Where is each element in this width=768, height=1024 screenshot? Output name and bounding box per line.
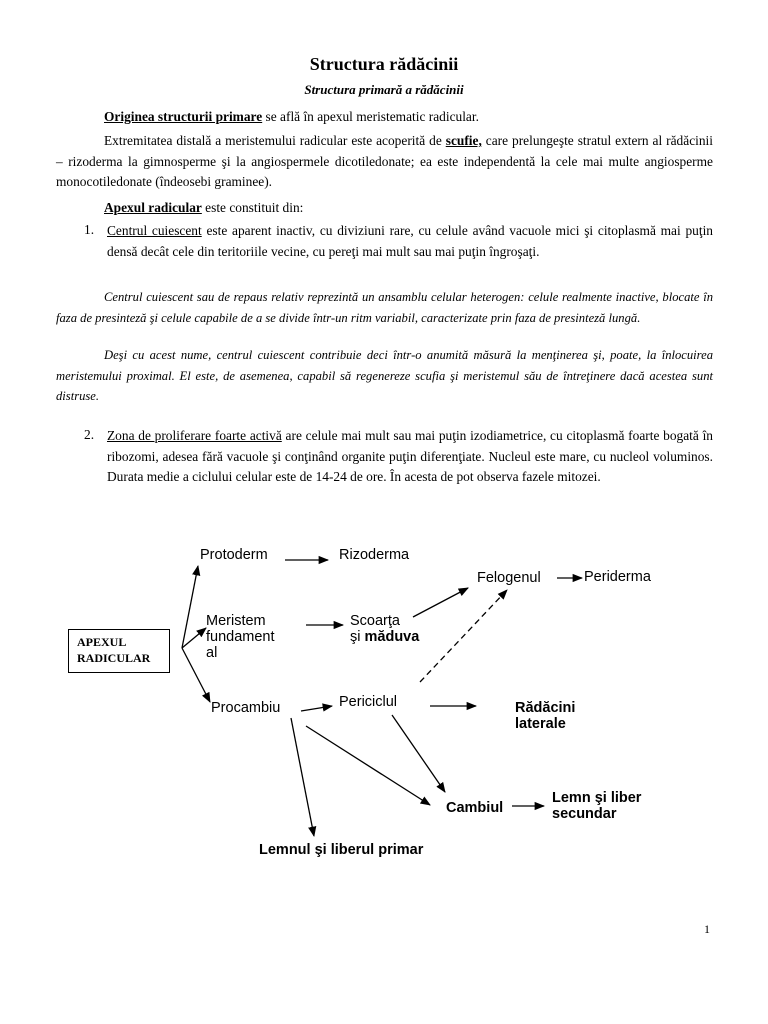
apex-line-2: RADICULAR: [77, 651, 151, 665]
apex-line-1: APEXUL: [77, 635, 127, 649]
node-meristem-fundamental: [206, 613, 275, 661]
node-protoderm: Protoderm: [200, 547, 268, 563]
note-deci: Deşi cu acest nume, centrul cuiescent contribuie deci într-o anumită măsură la menţinerea şi, poate, la înlocuirea meristemului proximal. El este, de asemenea, capabil să regenereze scufia şi meristemul său de întreţinere dacă acestea sunt distruse.: [56, 348, 713, 403]
meristem-line-2: fundament: [206, 629, 275, 645]
arrow-scoarta-felogenul: [413, 588, 468, 617]
node-periderma: Periderma: [584, 569, 651, 585]
apex-text: este constituit din:: [201, 200, 304, 215]
arrow-periciclul-felogenul-dashed: [420, 590, 507, 682]
scoarta-line-2: [350, 629, 419, 645]
scufie-before: Extremitatea distală a meristemului radicular este acoperită de: [104, 133, 446, 148]
radacini-line-2: laterale: [515, 716, 566, 732]
node-rizoderma: Rizoderma: [339, 547, 410, 563]
arrow-procambiu-cambiul: [306, 726, 430, 805]
arrow-apex-protoderm: [182, 566, 198, 648]
meristem-line-1: Meristem: [206, 613, 266, 629]
origin-text: se află în apexul meristematic radicular.: [262, 109, 479, 124]
page-title: Structura rădăcinii: [309, 54, 459, 74]
arrow-procambiu-periciclul: [301, 706, 332, 711]
scufie-after: care prelungeşte stratul extern al rădăcinii – rizoderma la gimnosperme şi la angiospermele dicotiledonate; ea este independentă la cele mai multe angiosperme monocotiledonate (îndeosebi graminee).: [56, 133, 713, 190]
meristem-line-3: al: [206, 645, 218, 661]
radacini-line-1: Rădăcini: [515, 700, 576, 716]
scufie-keyword: scufie,: [445, 133, 482, 148]
page-number: 1: [704, 922, 710, 936]
item2-text: are celule mai mult sau mai puţin izodiametrice, cu citoplasmă foarte bogată în ribozomi, adesea fără vacuole şi conţinând organite puţin diferenţiate. Nucleul este mare, cu nucleol voluminos. Durata medie a ciclului celular este de 14-24 de ore. În acesta de pot observa fazele mitozei.: [107, 428, 713, 485]
note-centrul-cuiescent: Centrul cuiescent sau de repaus relativ reprezintă un ansamblu celular heterogen: celule realmente inactive, blocate în faza de presinteză şi celule capabile de a se divide într-un ritm variabil, caracterizate prin faza de presinteză lungă.: [56, 290, 713, 325]
scoarta-si: şi: [350, 629, 365, 645]
item1-heading: Centrul cuiescent: [107, 223, 202, 238]
node-radacini-laterale: [515, 700, 575, 732]
item1-text: este aparent inactiv, cu diviziuni rare, cu celule având vacuole mici şi citoplasmă mai puţin densă decât cele din teritoriile vecine, cu pereţi mai mult sau mai puţin îngroşaţi.: [107, 223, 713, 259]
item2-heading: Zona de proliferare foarte activă: [107, 428, 282, 443]
scoarta-line-1: Scoarţa: [350, 613, 400, 629]
node-lemnul-liberul-primar: Lemnul şi liberul primar: [259, 842, 424, 858]
node-periciclul: Periciclul: [339, 694, 398, 710]
apex-heading: Apexul radicular: [104, 200, 202, 215]
arrow-procambiu-lemnul: [291, 718, 314, 836]
apex-radicular-box: [68, 629, 170, 673]
node-lemn-secundar: [552, 790, 641, 822]
origin-heading: Originea structurii primare: [104, 109, 263, 124]
node-felogenul: Felogenul: [477, 570, 541, 586]
lemn-secundar-line-2: secundar: [552, 806, 617, 822]
page-subtitle: Structura primară a rădăcinii: [304, 82, 464, 97]
node-procambiu: Procambiu: [211, 700, 281, 716]
scoarta-maduva-bold: măduva: [364, 629, 420, 645]
node-cambiul: Cambiul: [446, 800, 504, 816]
node-scoarta-maduva: [350, 613, 419, 645]
lemn-secundar-line-1: Lemn şi liber: [552, 790, 642, 806]
list-number-2: 2.: [84, 427, 95, 442]
arrow-periciclul-cambiul: [392, 715, 445, 792]
list-number-1: 1.: [84, 222, 95, 237]
